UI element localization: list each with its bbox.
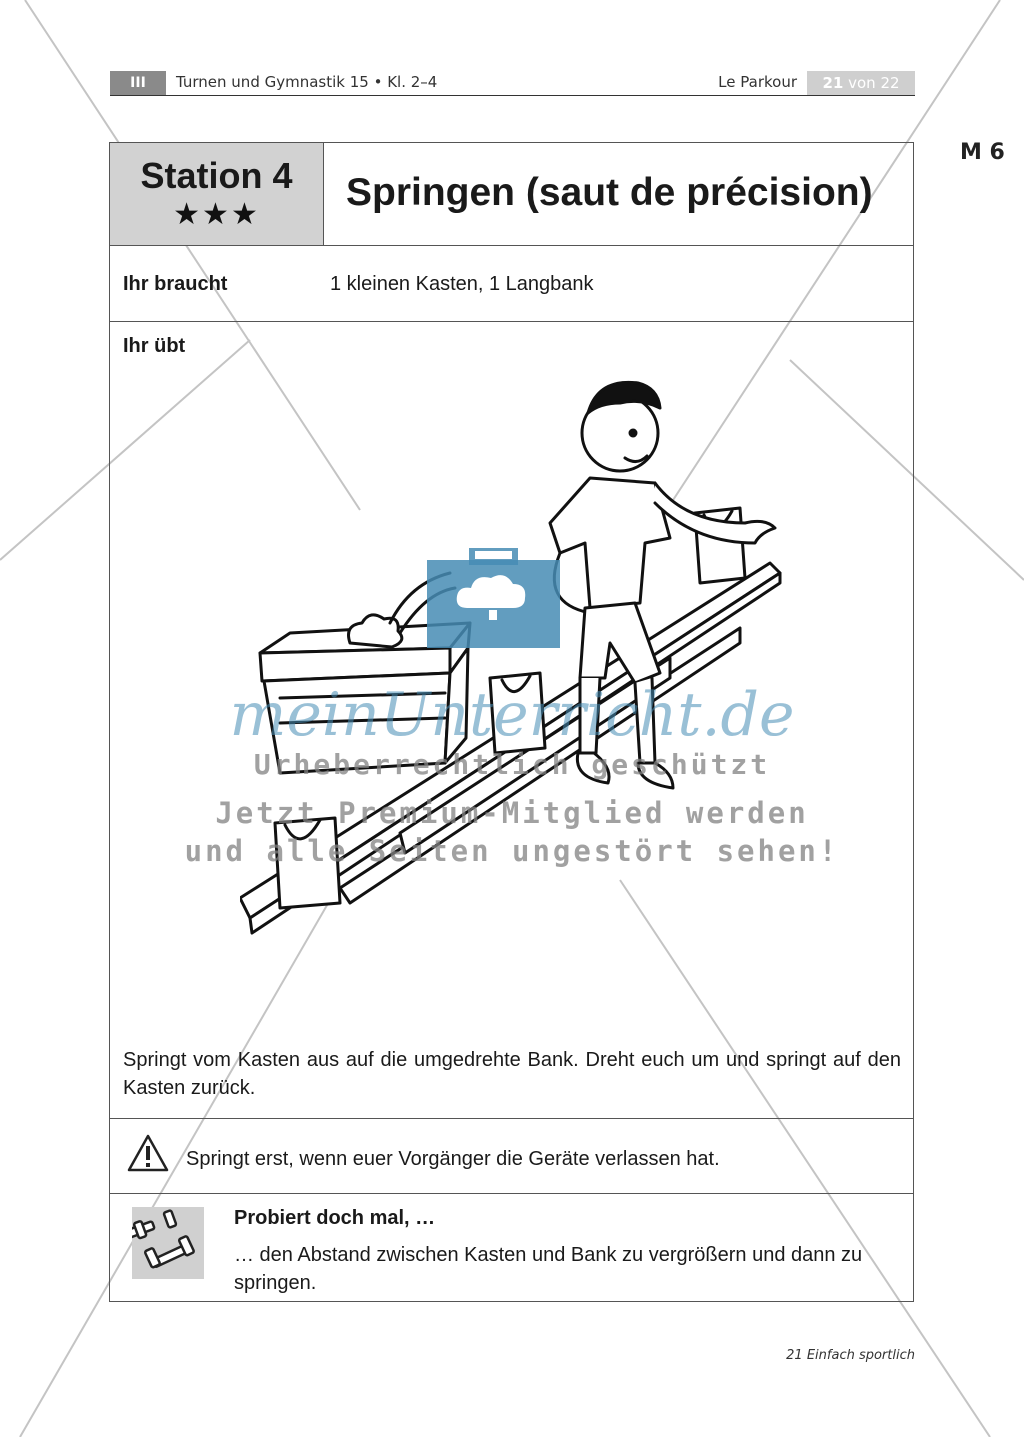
dumbbell-icon xyxy=(132,1207,204,1279)
divider xyxy=(110,321,913,322)
watermark-line: Jetzt Premium-Mitglied werden xyxy=(215,796,809,830)
watermark-line: und alle Seiten ungestört sehen! xyxy=(184,834,840,868)
topic-title: Le Parkour xyxy=(718,73,797,91)
warning-triangle-icon xyxy=(126,1133,170,1173)
try-heading: Probiert doch mal, … xyxy=(234,1207,436,1229)
watermark-logo: meinUnterricht.de xyxy=(229,680,795,750)
needs-label: Ihr braucht xyxy=(123,273,228,295)
try-text: … den Abstand zwischen Kasten und Bank zu vergrößern und dann zu springen. xyxy=(234,1244,863,1294)
watermark-line: Urheberrechtlich geschützt xyxy=(253,748,771,781)
section-number: III xyxy=(110,71,166,95)
page-indicator xyxy=(807,71,915,95)
briefcase-cloud-icon xyxy=(427,548,560,648)
page-current: 21 xyxy=(822,74,844,92)
station-heading: Springen (saut de précision) xyxy=(346,171,873,214)
divider xyxy=(110,245,913,246)
divider xyxy=(110,1118,913,1119)
station-label: Station 4 xyxy=(140,155,293,196)
page-header xyxy=(110,71,915,96)
footer-credit: 21 Einfach sportlich xyxy=(786,1348,915,1363)
page-total: von 22 xyxy=(848,74,900,92)
exercise-instruction: Springt vom Kasten aus auf die umgedrehte Bank. Dreht euch um und springt auf den Kasten zurück. xyxy=(123,1049,901,1099)
material-tag: M 6 xyxy=(960,140,1005,165)
warning-text: Springt erst, wenn euer Vorgänger die Geräte verlassen hat. xyxy=(186,1148,720,1170)
book-title: Turnen und Gymnastik 15 • Kl. 2–4 xyxy=(176,73,438,91)
divider xyxy=(110,1193,913,1194)
difficulty-stars: ★★★ xyxy=(173,197,260,232)
practice-label: Ihr übt xyxy=(123,335,186,357)
needs-value: 1 kleinen Kasten, 1 Langbank xyxy=(330,273,594,295)
station-badge xyxy=(110,143,324,245)
